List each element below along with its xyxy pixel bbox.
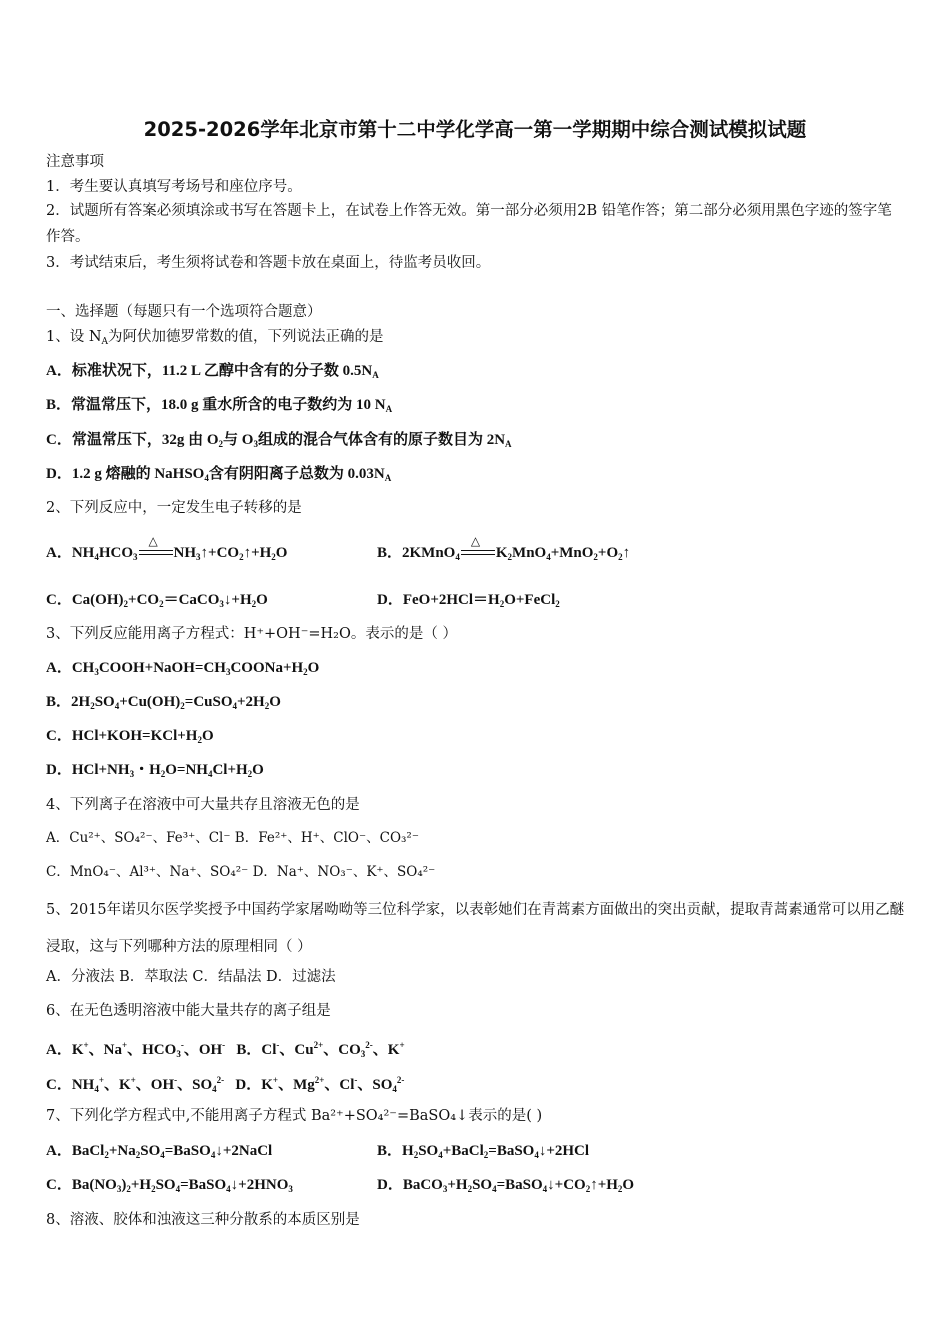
question-1-option-c: C．常温常压下，32g 由 $O_2$与 $O_3$组成的混合气体含有的原子数目为 $2N_A$ xyxy=(46,432,512,449)
question-7-option-b: B．$H_2SO_4+BaCl_2=BaSO_4↓+2HCl$ xyxy=(377,1143,590,1160)
question-1-option-d: D．1.2 g 熔融的 NaHSO$_4$含有阴阳离子总数为 $0.03N_A$ xyxy=(46,466,392,483)
question-7-stem: 7、下列化学方程式中,不能用离子方程式 Ba²⁺+SO₄²⁻=BaSO₄↓表示的是( ) xyxy=(46,1108,543,1124)
question-5-options: A．分液法 B．萃取法 C．结晶法 D．过滤法 xyxy=(46,969,336,985)
section-heading: 一、选择题（每题只有一个选项符合题意） xyxy=(46,304,322,320)
question-3-stem: 3、下列反应能用离子方程式：H⁺+OH⁻=H₂O。表示的是（ ） xyxy=(46,626,457,642)
question-3-option-b: B．$2H_2SO_4+Cu(OH)_2=CuSO_4+2H_2O$ xyxy=(46,694,281,711)
question-1-option-b: B．常温常压下，18.0 g 重水所含的电子数约为 10 $N_A$ xyxy=(46,397,393,414)
question-3-option-a: A．$CH_3COOH+NaOH=CH_3COONa+H_2O$ xyxy=(46,660,320,677)
question-5-stem: 5、2015年诺贝尔医学奖授予中国药学家屠呦呦等三位科学家，以表彰她们在青蒿素方面做出的突出贡献，提取青蒿素通常可以用乙醚浸取，这与下列哪种方法的原理相同（ ） xyxy=(46,902,905,955)
notice-heading: 注意事项 xyxy=(46,154,104,170)
question-6-stem: 6、在无色透明溶液中能大量共存的离子组是 xyxy=(46,1003,331,1019)
page-title: 2025-2026学年北京市第十二中学化学高一第一学期期中综合测试模拟试题 xyxy=(143,118,807,141)
question-8-stem: 8、溶液、胶体和浊液这三种分散系的本质区别是 xyxy=(46,1212,360,1228)
heat-arrow-icon: △ xyxy=(461,548,495,560)
question-2-option-c: C．$Ca(OH)_2+CO_2=CaCO_3↓+H_2O$ xyxy=(46,592,268,609)
question-7-option-a: A．$BaCl_2+Na_2SO_4=BaSO_4↓+2NaCl$ xyxy=(46,1143,273,1160)
question-4-options-cd: C．MnO₄⁻、Al³⁺、Na⁺、SO₄²⁻ D．Na⁺、NO₃⁻、K⁺、SO₄²⁻ xyxy=(46,864,436,880)
question-7-option-d: D．$BaCO_3+H_2SO_4=BaSO_4↓+CO_2↑+H_2O$ xyxy=(377,1177,635,1194)
question-2-option-d: D．$FeO+2HCl=H_2O+FeCl_2$ xyxy=(377,592,560,609)
question-7-option-c: C．$Ba(NO_3)_2+H_2SO_4=BaSO_4↓+2HNO_3$ xyxy=(46,1177,293,1194)
notice-item-3: 3．考试结束后，考生须将试卷和答题卡放在桌面上，待监考员收回。 xyxy=(46,255,491,271)
question-2-stem: 2、下列反应中，一定发生电子转移的是 xyxy=(46,500,302,516)
heat-arrow-icon: △ xyxy=(139,548,173,560)
notice-item-1: 1．考生要认真填写考场号和座位序号。 xyxy=(46,179,302,195)
question-3-option-c: C．$HCl+KOH=KCl+H_2O$ xyxy=(46,728,214,745)
question-6-options-ab: A．K+、Na+、$HCO_3^-$、OH- B．Cl-、$Cu^{2+}$、$CO_3^{2-}$、K+ xyxy=(46,1040,405,1059)
question-1-option-a: A．标准状况下，11.2 L 乙醇中含有的分子数 $0.5N_A$ xyxy=(46,363,379,380)
notice-item-2: 2．试题所有答案必须填涂或书写在答题卡上，在试卷上作答无效。第一部分必须用2B 铅笔作答；第二部分必须用黑色字迹的签字笔作答。 xyxy=(46,203,892,245)
question-6-options-cd: C．$NH_4^+$、K+、OH-、$SO_4^{2-}$ D．K+、$Mg^{2+}$、Cl-、$SO_4^{2-}$ xyxy=(46,1075,405,1094)
question-4-stem: 4、下列离子在溶液中可大量共存且溶液无色的是 xyxy=(46,797,360,813)
question-1-stem: 1、设 $N_A$为阿伏加德罗常数的值，下列说法正确的是 xyxy=(46,329,384,347)
question-4-options-ab: A．Cu²⁺、SO₄²⁻、Fe³⁺、Cl⁻ B．Fe²⁺、H⁺、ClO⁻、CO₃²⁻ xyxy=(46,830,419,846)
question-2-option-a: A．$NH_4HCO_3$ △ $NH_3↑+CO_2↑+H_2O$ xyxy=(46,533,288,562)
question-3-option-d: D．$HCl+NH_3$・$H_2O=NH_4Cl+H_2O$ xyxy=(46,762,264,779)
question-2-option-b: B．2KMnO$_4$ △ $K_2MnO_4+MnO_2+O_2↑$ xyxy=(377,533,631,562)
